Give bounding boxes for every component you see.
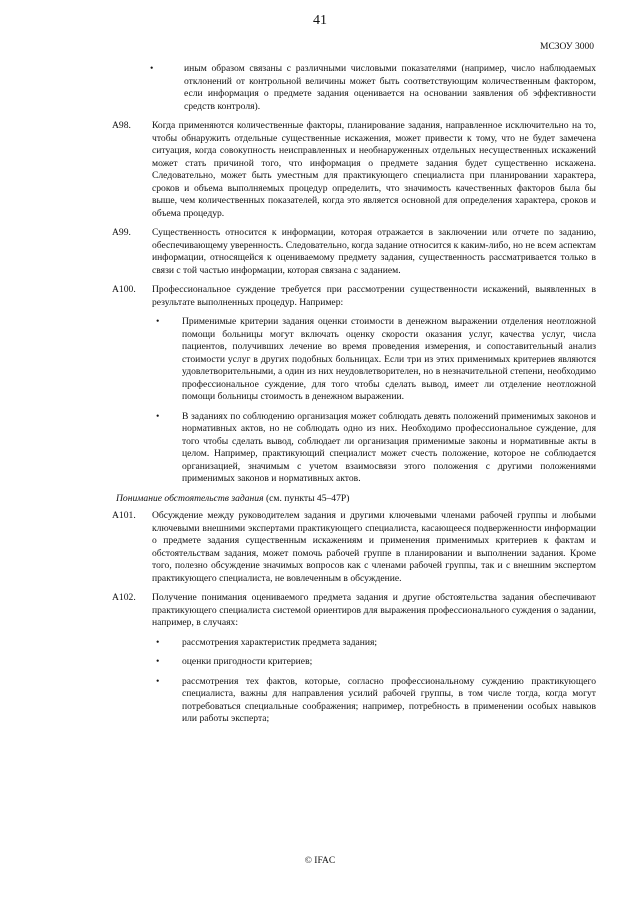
paragraph-number: A101. bbox=[112, 510, 136, 521]
paragraph-number: A102. bbox=[112, 592, 136, 603]
list-item-text: Применимые критерии задания оценки стоимости в денежном выражении отделения неотложной помощи больницы могут включать оценку скорости оказания услуг, качества услуг, числа пациентов, получивших лечение во время проведения измерения, и сопоставительный анализ стоимости услуг в других подобных больницах. Если три из этих применимых критериев являются удовлетворительными, а один из них неудовлетворителен, но в незначительной степени, необходимо профессиональное суждение, для того чтобы сделать вывод, имеет ли отделение неотложной помощи больницы стоимость в денежном выражении. bbox=[182, 316, 596, 402]
bullet-icon: • bbox=[156, 316, 160, 327]
bullet-icon: • bbox=[156, 636, 160, 648]
paragraph-a100 bbox=[112, 284, 596, 309]
paragraph-text: Обсуждение между руководителем задания и другими ключевыми членами рабочей группы и любыми ключевыми внешними экспертами практикующего специалиста, касающееся подверженности информации о предмете задания существенным искажениям и применения применимых критериев к фактам и обстоятельствам задания, может помочь рабочей группе в планировании и выполнении задания. Кроме того, полезно обсуждение значимых вопросов как с членами рабочей группы, так и с внешним экспертом практикующего специалиста, не вовлеченным в обсуждение. bbox=[152, 510, 596, 584]
paragraph-text: Профессиональное суждение требуется при рассмотрении существенности искажений, выявленных в результате выполненных процедур. Например: bbox=[152, 284, 596, 308]
list-item-text: рассмотрения тех фактов, которые, согласно профессиональному суждению практикующего специалиста, важны для направления усилий рабочей группы, в том числе тогда, когда могут потребоваться специальные соображения; например, потребность в применении особых навыков или работы эксперта; bbox=[182, 675, 596, 724]
list-item-text: оценки пригодности критериев; bbox=[182, 656, 313, 667]
list-item bbox=[152, 676, 596, 726]
paragraph-a101 bbox=[112, 510, 596, 585]
list-item bbox=[152, 316, 596, 404]
paragraph-text: Получение понимания оцениваемого предмета задания и другие обстоятельства задания обеспечивают практикующего специалиста системой ориентиров для выражения профессионального суждения о задании, например, в случаях: bbox=[152, 592, 596, 628]
list-item-text: В заданиях по соблюдению организация может соблюдать девять положений применимых законов и нормативных актов, но не соблюдать одно из них. Необходимо профессиональное суждение, для того чтобы сделать вывод, соблюдает ли организация применимые законы и нормативные акты в целом. Например, практикующий специалист может счесть положение, которое не соблюдается организацией, значимым с учетом взаимосвязи этого положения с другими положениями применимых законов и нормативных актов. bbox=[182, 410, 596, 484]
paragraph-a102 bbox=[112, 592, 596, 630]
section-reference: (см. пункты 45–47Р) bbox=[263, 492, 350, 504]
document-body bbox=[112, 63, 596, 733]
list-item bbox=[152, 656, 596, 669]
bullet-icon: • bbox=[150, 63, 154, 74]
paragraph-a99 bbox=[112, 227, 596, 277]
list-item-text: иным образом связаны с различными числовыми показателями (например, число наблюдаемых отклонений от контрольной величины может быть соответствующим количественным фактором, если информация о предмете задания оценивается на основании заявления об эффективности средств контроля). bbox=[184, 63, 596, 112]
bullet-icon: • bbox=[156, 410, 160, 422]
list-item bbox=[152, 411, 596, 486]
section-heading bbox=[116, 493, 596, 506]
paragraph-text: Когда применяются количественные факторы, планирование задания, направленное исключительно на то, чтобы обнаружить отдельные существенные искажения, может привести к тому, что не будет замечена ситуация, когда совокупность неисправленных и необнаруженных отдельных несущественных искажений может стать причиной того, что информация о предмете задания будет существенно искажена. Следовательно, может быть уместным для практикующего специалиста при планировании характера, сроков и объема выполняемых процедур определить, что значимость качественных факторов была бы выше, чем количественных показателей, когда это является основной для определения характера, сроков и объема процедур. bbox=[152, 120, 596, 219]
paragraph-number: A100. bbox=[112, 284, 136, 295]
bullet-icon: • bbox=[156, 656, 160, 667]
list-item bbox=[152, 637, 596, 650]
document-code: МСЗОУ 3000 bbox=[540, 42, 594, 52]
section-title: Понимание обстоятельств задания bbox=[116, 492, 264, 504]
paragraph-number: A98. bbox=[112, 120, 131, 131]
paragraph-text: Существенность относится к информации, которая отражается в заключении или отчете по заданию, обеспечивающему уверенность. Следовательно, когда задание относится к каким-либо, но не всем аспектам информации, относящейся к оцениваемому предмету задания, существенность рассматривается только в связи с той частью информации, которая связана с заданием. bbox=[152, 227, 596, 276]
footer-copyright: © IFAC bbox=[304, 856, 336, 866]
bullet-icon: • bbox=[156, 675, 160, 687]
paragraph-a98 bbox=[112, 120, 596, 220]
paragraph-number: A99. bbox=[112, 227, 131, 238]
page-number: 41 bbox=[313, 13, 327, 28]
list-item-text: рассмотрения характеристик предмета задания; bbox=[182, 636, 378, 648]
list-item bbox=[120, 63, 596, 113]
